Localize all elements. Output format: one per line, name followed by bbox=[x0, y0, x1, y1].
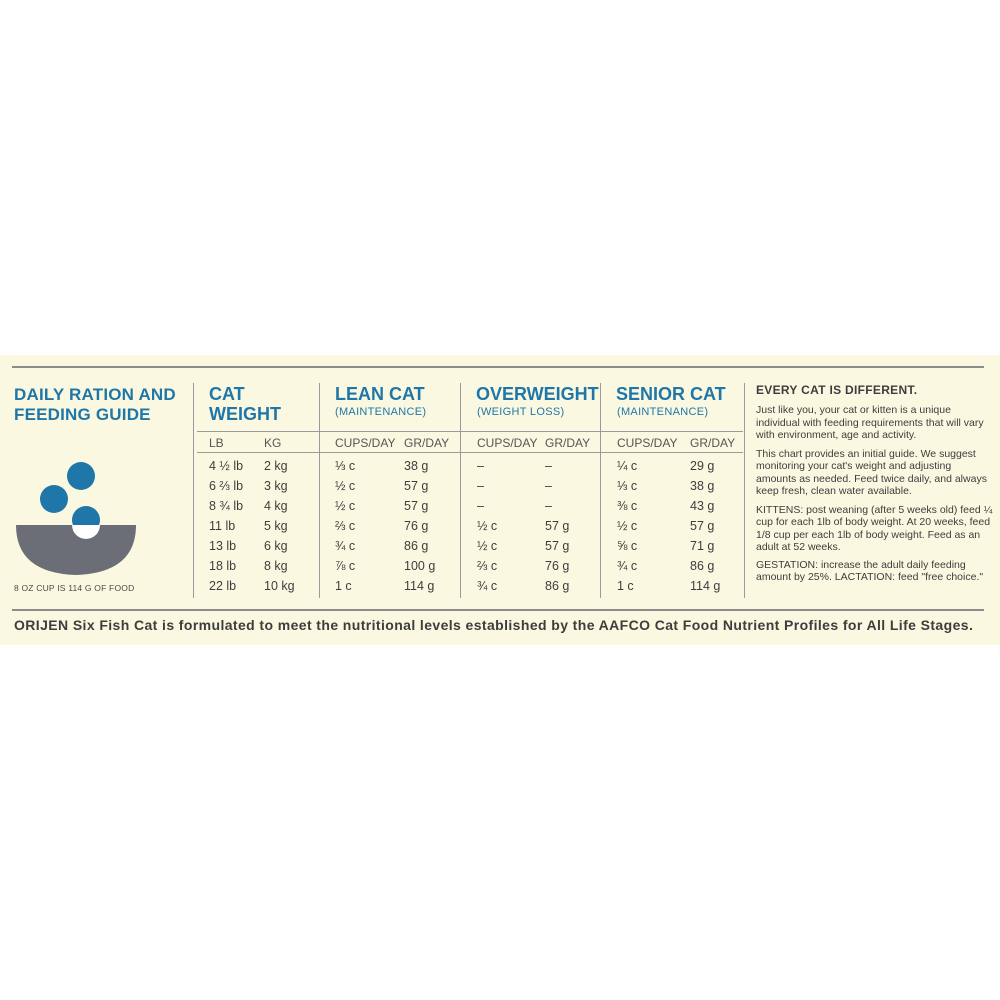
table-cell-senior-c: ¼ c bbox=[617, 459, 638, 473]
table-cell-senior-g: 114 g bbox=[690, 579, 721, 593]
column-divider bbox=[744, 383, 745, 598]
table-cell-senior-g: 43 g bbox=[690, 499, 715, 513]
bottom-rule bbox=[12, 609, 984, 611]
table-cell-lean-g: 38 g bbox=[404, 459, 429, 473]
side-title: EVERY CAT IS DIFFERENT. bbox=[756, 383, 918, 397]
subheader-senior-cups: CUPS/DAY bbox=[617, 436, 678, 450]
side-paragraph-kittens: KITTENS: post weaning (after 5 weeks old) feed ¼ cup for each 1lb of body weight. At 20 weeks, feed 1/8 cup per each 1lb of body weight. Feed as an adult at 52 weeks. bbox=[756, 503, 993, 553]
table-cell-senior-c: 1 c bbox=[617, 579, 634, 593]
column-divider bbox=[319, 383, 320, 598]
side-paragraph-intro: Just like you, your cat or kitten is a unique individual with feeding requirements that will vary with environment, age and activity. bbox=[756, 404, 984, 441]
subheader-kg: KG bbox=[264, 436, 282, 450]
table-cell-lean-g: 86 g bbox=[404, 539, 429, 553]
table-cell-over-g: – bbox=[545, 499, 552, 513]
cup-note: 8 OZ CUP IS 114 G OF FOOD bbox=[14, 583, 135, 593]
table-cell-kg: 10 kg bbox=[264, 579, 295, 593]
table-cell-over-c: – bbox=[477, 499, 484, 513]
column-title-overweight: OVERWEIGHT bbox=[476, 384, 599, 404]
table-cell-over-g: – bbox=[545, 459, 552, 473]
table-cell-lean-c: ⅓ c bbox=[335, 459, 356, 473]
table-cell-senior-g: 71 g bbox=[690, 539, 715, 553]
table-cell-lb: 11 lb bbox=[209, 519, 236, 533]
table-cell-senior-c: ½ c bbox=[617, 519, 638, 533]
subheader-over-gr: GR/DAY bbox=[545, 436, 591, 450]
table-cell-kg: 5 kg bbox=[264, 519, 288, 533]
column-divider bbox=[193, 383, 194, 598]
kibble-icon bbox=[40, 485, 68, 513]
table-cell-lean-g: 57 g bbox=[404, 499, 429, 513]
table-cell-over-g: 57 g bbox=[545, 539, 570, 553]
table-cell-lb: 6 ⅔ lb bbox=[209, 479, 244, 493]
table-cell-senior-c: ⅜ c bbox=[617, 499, 638, 513]
column-title-cat-weight: CAT WEIGHT bbox=[209, 384, 281, 424]
table-cell-kg: 8 kg bbox=[264, 559, 288, 573]
subheader-lb: LB bbox=[209, 436, 224, 450]
table-cell-lean-c: 1 c bbox=[335, 579, 352, 593]
side-paragraph-guide: This chart provides an initial guide. We suggest monitoring your cat's weight and adjusting amounts as needed. Feed twice daily, and always keep fresh, clean water available. bbox=[756, 447, 987, 497]
column-title-senior: SENIOR CAT bbox=[616, 384, 726, 404]
subheader-lean-gr: GR/DAY bbox=[404, 436, 450, 450]
table-cell-over-c: ½ c bbox=[477, 539, 498, 553]
guide-title: DAILY RATION AND FEEDING GUIDE bbox=[14, 385, 176, 424]
table-cell-senior-c: ¾ c bbox=[617, 559, 638, 573]
table-cell-over-g: 86 g bbox=[545, 579, 570, 593]
table-cell-senior-g: 86 g bbox=[690, 559, 715, 573]
aafco-statement: ORIJEN Six Fish Cat is formulated to meet the nutritional levels established by the AAFCO Cat Food Nutrient Profiles for All Life Stages. bbox=[14, 617, 974, 633]
top-rule bbox=[12, 366, 984, 368]
column-sub-overweight: (WEIGHT LOSS) bbox=[477, 406, 565, 418]
column-sub-lean: (MAINTENANCE) bbox=[335, 406, 427, 418]
table-cell-over-g: 76 g bbox=[545, 559, 570, 573]
table-cell-lean-g: 114 g bbox=[404, 579, 435, 593]
table-cell-lean-g: 57 g bbox=[404, 479, 429, 493]
table-cell-lb: 13 lb bbox=[209, 539, 237, 553]
table-cell-over-c: ⅔ c bbox=[477, 559, 498, 573]
table-cell-lean-g: 76 g bbox=[404, 519, 429, 533]
subheader-over-cups: CUPS/DAY bbox=[477, 436, 538, 450]
table-cell-over-c: ¾ c bbox=[477, 579, 498, 593]
table-cell-over-g: – bbox=[545, 479, 552, 493]
table-cell-kg: 3 kg bbox=[264, 479, 288, 493]
table-cell-senior-g: 29 g bbox=[690, 459, 715, 473]
feeding-guide-panel bbox=[0, 355, 1000, 645]
table-cell-lb: 4 ½ lb bbox=[209, 459, 244, 473]
table-cell-senior-g: 38 g bbox=[690, 479, 715, 493]
table-cell-senior-g: 57 g bbox=[690, 519, 715, 533]
side-paragraph-gestation: GESTATION: increase the adult daily feeding amount by 25%. LACTATION: feed "free choice." bbox=[756, 558, 984, 583]
table-cell-senior-c: ⅓ c bbox=[617, 479, 638, 493]
column-divider bbox=[460, 383, 461, 598]
table-cell-lb: 22 lb bbox=[209, 579, 237, 593]
table-cell-lean-g: 100 g bbox=[404, 559, 436, 573]
table-cell-lean-c: ½ c bbox=[335, 479, 356, 493]
column-divider bbox=[600, 383, 601, 598]
table-cell-kg: 4 kg bbox=[264, 499, 288, 513]
table-cell-lb: 18 lb bbox=[209, 559, 237, 573]
table-cell-lean-c: ⅔ c bbox=[335, 519, 356, 533]
column-title-lean: LEAN CAT bbox=[335, 384, 425, 404]
kibble-icon bbox=[67, 462, 95, 490]
table-cell-kg: 6 kg bbox=[264, 539, 288, 553]
side-notes bbox=[756, 383, 994, 584]
table-cell-kg: 2 kg bbox=[264, 459, 288, 473]
table-cell-over-c: ½ c bbox=[477, 519, 498, 533]
table-cell-lb: 8 ¾ lb bbox=[209, 499, 244, 513]
table-cell-over-g: 57 g bbox=[545, 519, 570, 533]
header-top-line bbox=[197, 431, 743, 432]
header-bottom-line bbox=[197, 452, 743, 453]
food-bowl-icon bbox=[14, 455, 140, 579]
subheader-senior-gr: GR/DAY bbox=[690, 436, 736, 450]
table-cell-lean-c: ½ c bbox=[335, 499, 356, 513]
subheader-lean-cups: CUPS/DAY bbox=[335, 436, 396, 450]
table-cell-lean-c: ¾ c bbox=[335, 539, 356, 553]
column-sub-senior: (MAINTENANCE) bbox=[617, 406, 709, 418]
table-cell-lean-c: ⅞ c bbox=[335, 559, 356, 573]
table-cell-senior-c: ⅝ c bbox=[617, 539, 638, 553]
table-cell-over-c: – bbox=[477, 479, 484, 493]
table-cell-over-c: – bbox=[477, 459, 484, 473]
